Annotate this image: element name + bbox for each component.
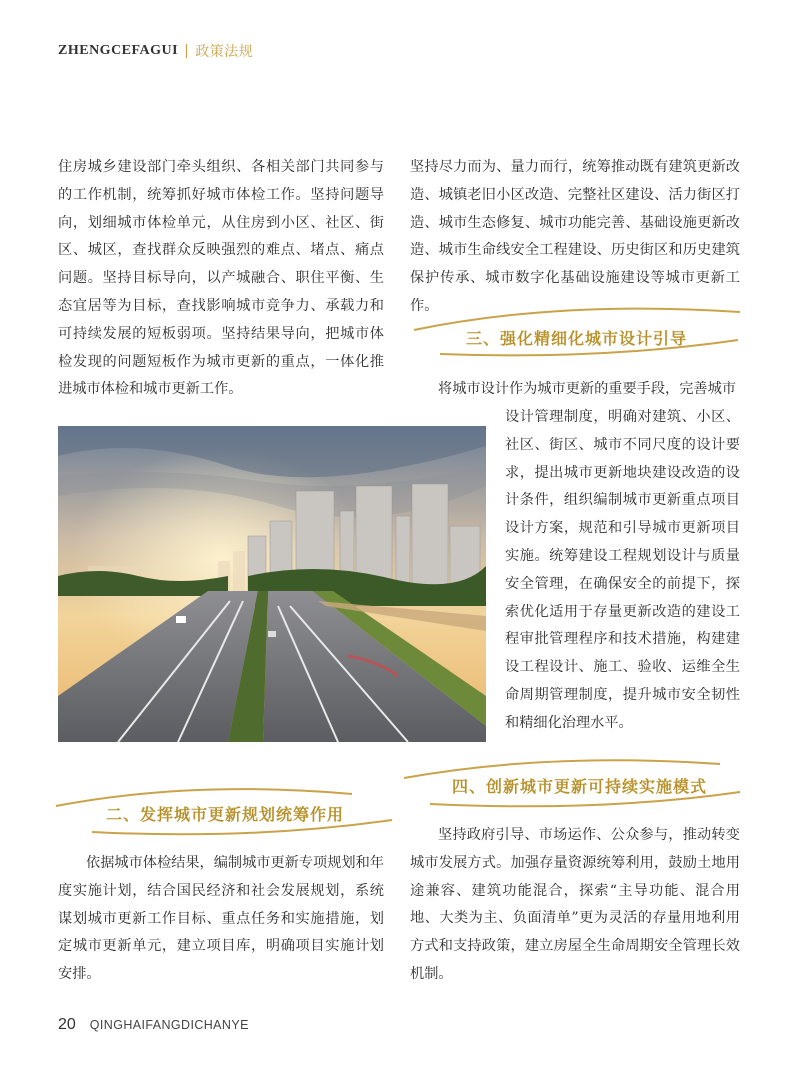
left-paragraph-1: 住房城乡建设部门牵头组织、各相关部门共同参与的工作机制，统筹抓好城市体检工作。坚持问题导向，划细城市体检单元，从住房到小区、社区、街区、城区，查找群众反映强烈的难点、堵点、痛点问题。坚持目标导向，以产城融合、职住平衡、生态宜居等为目标，查找影响城市竞争力、承载力和可持续发展的短板弱项。坚持结果导向，把城市体检发现的问题短板作为城市更新的重点，一体化推进城市体检和城市更新工作。 [58, 159, 384, 398]
section-3-title: 三、强化精细化城市设计引导 [466, 329, 688, 348]
left-paragraph-2: 依据城市体检结果，编制城市更新专项规划和年度实施计划，结合国民经济和社会发展规划，系统谋划城市更新工作目标、重点任务和实施措施，划定城市更新单元，建立项目库，明确项目实施计划安排。 [58, 855, 384, 983]
page-number: 20 [58, 1016, 76, 1033]
section-4-title: 四、创新城市更新可持续实施模式 [452, 777, 708, 796]
section-heading-4 [400, 756, 744, 808]
running-header [58, 40, 253, 62]
header-english-label: ZHENGCEFAGUI [58, 43, 179, 58]
section-heading-3 [400, 306, 744, 358]
right-paragraph-3: 坚持政府引导、市场运作、公众参与，推动转变城市发展方式。加强存量资源统筹利用，鼓励土地用途兼容、建筑功能混合，探索“主导功能、混合用地、大类为主、负面清单”更为灵活的存量用地利用方式和支持政策，建立房屋全生命周期安全管理长效机制。 [410, 827, 740, 982]
section-heading-2 [52, 784, 396, 836]
header-divider: | [184, 43, 190, 59]
city-boulevard-photo [58, 426, 486, 742]
page-footer [58, 1016, 249, 1034]
header-chinese-label: 政策法规 [195, 44, 254, 60]
magazine-name: QINGHAIFANGDICHANYE [89, 1018, 249, 1032]
section-2-title: 二、发挥城市更新规划统筹作用 [106, 805, 345, 824]
right-paragraph-1: 坚持尽力而为、量力而行，统筹推动既有建筑更新改造、城镇老旧小区改造、完整社区建设、活力街区打造、城市生态修复、城市功能完善、基础设施更新改造、城市生命线安全工程建设、历史街区和历史建筑保护传承、城市数字化基础设施建设等城市更新工作。 [410, 159, 740, 314]
right-paragraph-2-first-line: 将城市设计作为城市更新的重要手段，完善城市 [438, 381, 736, 397]
right-paragraph-2: 设计管理制度，明确对建筑、小区、社区、街区、城市不同尺度的设计要求，提出城市更新地块建设改造的设计条件，组织编制城市更新重点项目设计方案，规范和引导城市更新项目实施。统筹建设工程规划设计与质量安全管理，在确保安全的前提下，探索优化适用于存量更新改造的建设工程审批管理程序和技术措施，构建建设工程设计、施工、验收、运维全生命周期管理制度，提升城市安全韧性和精细化治理水平。 [505, 409, 740, 731]
